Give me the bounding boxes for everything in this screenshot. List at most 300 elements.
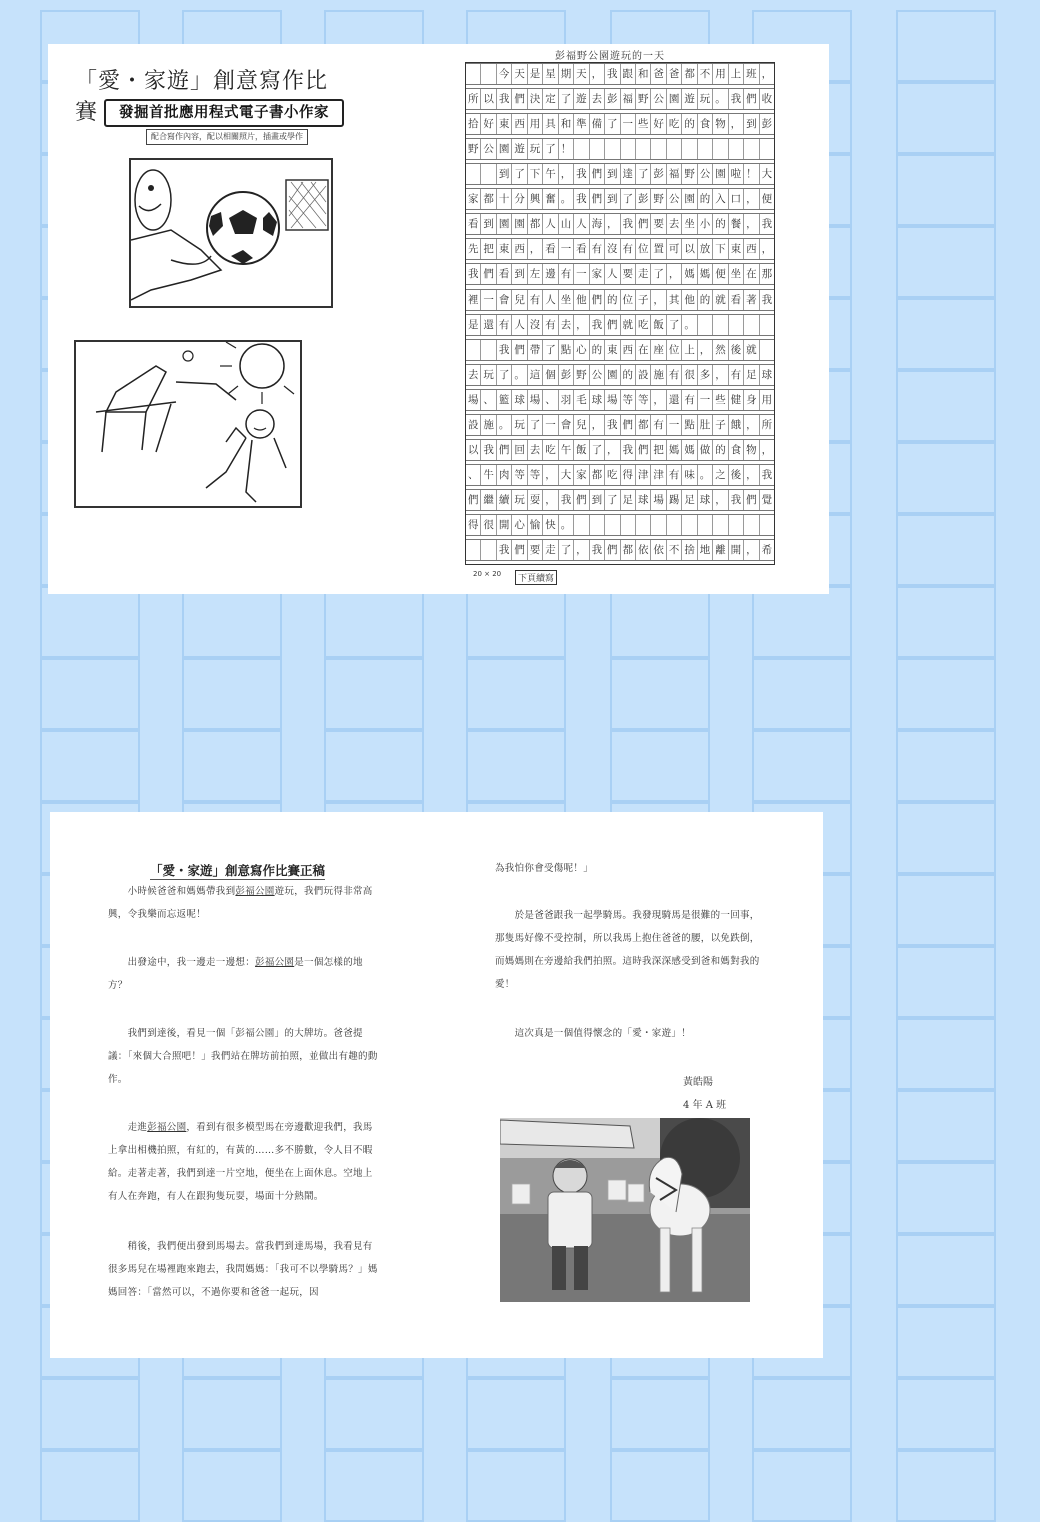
manuscript-cell: 以: [682, 239, 697, 259]
grid-cell: [896, 802, 996, 874]
contest-banner: 發掘首批應用程式電子書小作家: [104, 99, 344, 127]
essay-title: 「愛・家遊」創意寫作比賽正稿: [150, 863, 326, 878]
grid-cell: [896, 946, 996, 1018]
manuscript-cell: 我: [574, 189, 589, 209]
manuscript-cell: 等: [528, 465, 543, 485]
manuscript-cell: 不: [667, 540, 682, 560]
manuscript-cell: 沒: [528, 315, 543, 335]
manuscript-cell: 以: [466, 440, 481, 460]
grid-cell: [610, 658, 710, 730]
manuscript-cell: 玩: [512, 490, 527, 510]
manuscript-cell: 了: [605, 490, 620, 510]
manuscript-cell: 了: [559, 89, 574, 109]
manuscript-cell: 彭: [651, 164, 666, 184]
manuscript-cell: [466, 340, 481, 360]
manuscript-row: [466, 88, 774, 110]
essay-paragraph: 稍後，我們便出發到馬場去。當我們到達馬場，我看見有很多馬兒在場裡跑來跑去，我問媽媽：「我可不以學騎馬？」媽媽回答：「當然可以，不過你要和爸爸一起玩，因: [108, 1241, 378, 1298]
grid-cell: [752, 1450, 852, 1522]
manuscript-cell: 彭: [605, 89, 620, 109]
manuscript-cell: 到: [497, 164, 512, 184]
manuscript-cell: 還: [667, 390, 682, 410]
manuscript-cell: 開: [497, 515, 512, 535]
manuscript-cell: 著: [744, 290, 759, 310]
manuscript-cell: 園: [682, 189, 697, 209]
grid-cell: [466, 1378, 566, 1450]
manuscript-cell: [667, 515, 682, 535]
manuscript-cell: 、: [481, 390, 496, 410]
manuscript-cell: 有: [651, 415, 666, 435]
manuscript-cell: [466, 164, 481, 184]
manuscript-cell: 入: [713, 189, 728, 209]
manuscript-row: [466, 464, 774, 486]
manuscript-cell: 我: [497, 340, 512, 360]
grid-cell: [896, 874, 996, 946]
soccer-drawing: [129, 158, 333, 308]
author-name: 黃皓陽: [683, 1077, 713, 1088]
manuscript-cell: 健: [729, 390, 744, 410]
park-drawing: [74, 340, 302, 508]
manuscript-cell: 場: [528, 390, 543, 410]
manuscript-cell: 到: [590, 490, 605, 510]
manuscript-cell: 愉: [528, 515, 543, 535]
manuscript-cell: 媽: [698, 264, 713, 284]
grid-cell: [182, 1450, 282, 1522]
manuscript-cell: 了: [605, 114, 620, 134]
grid-cell: [324, 658, 424, 730]
essay-paragraph: 小時候爸爸和媽媽帶我到彭福公園遊玩，我們玩得非常高興，令我樂而忘返呢！: [108, 886, 373, 920]
manuscript-cell: 津: [651, 465, 666, 485]
manuscript-cell: 是: [466, 315, 481, 335]
manuscript-cell: 家: [466, 189, 481, 209]
manuscript-cell: 便: [761, 193, 773, 206]
manuscript-cell: 們: [574, 490, 589, 510]
manuscript-cell: 準: [574, 114, 589, 134]
manuscript-row: [466, 314, 774, 336]
grid-cell: [896, 154, 996, 226]
grid-cell: [896, 1450, 996, 1522]
manuscript-cell: 大: [761, 168, 773, 181]
manuscript-cell: 置: [651, 239, 666, 259]
manuscript-cell: ，: [651, 390, 666, 410]
manuscript-cell: 肉: [497, 465, 512, 485]
manuscript-cell: [651, 139, 666, 159]
grid-cell: [896, 1090, 996, 1162]
grid-cell: [896, 1162, 996, 1234]
manuscript-cell: 味: [682, 465, 697, 485]
manuscript-cell: 物: [744, 440, 759, 460]
manuscript-cell: [760, 315, 774, 335]
family-photo: [500, 1118, 750, 1302]
manuscript-cell: 的: [590, 340, 605, 360]
grid-cell: [466, 730, 566, 802]
manuscript-cell: 有: [497, 315, 512, 335]
manuscript-cell: 我: [590, 540, 605, 560]
manuscript-cell: [760, 340, 774, 360]
manuscript-cell: 場: [651, 490, 666, 510]
manuscript-cell: 得: [466, 515, 481, 535]
manuscript-cell: 物: [713, 114, 728, 134]
grid-cell: [896, 730, 996, 802]
manuscript-cell: 、: [543, 390, 558, 410]
manuscript-cell: [760, 139, 774, 159]
manuscript-cell: 我: [621, 214, 636, 234]
manuscript-cell: 足: [744, 365, 759, 385]
manuscript-cell: 公: [667, 189, 682, 209]
author-class: 4 年 A 班: [683, 1100, 727, 1111]
manuscript-cell: 一: [698, 390, 713, 410]
manuscript-cell: 們: [590, 290, 605, 310]
manuscript-cell: ，: [605, 440, 620, 460]
manuscript-cell: ，: [590, 64, 605, 84]
manuscript-cell: 等: [636, 390, 651, 410]
manuscript-cell: 奮: [543, 189, 558, 209]
manuscript-cell: [682, 515, 697, 535]
manuscript-cell: 們: [605, 315, 620, 335]
manuscript-cell: 定: [543, 89, 558, 109]
manuscript-cell: 達: [621, 164, 636, 184]
manuscript-cell: ，: [574, 540, 589, 560]
manuscript-cell: 有: [667, 365, 682, 385]
manuscript-cell: 星: [543, 64, 558, 84]
manuscript-cell: 牛: [481, 465, 496, 485]
manuscript-cell: [636, 139, 651, 159]
manuscript-cell: 園: [605, 365, 620, 385]
manuscript-cell: 山: [559, 214, 574, 234]
grid-cell: [40, 1450, 140, 1522]
manuscript-cell: 東: [605, 340, 620, 360]
manuscript-cell: 媽: [682, 264, 697, 284]
manuscript-cell: 人: [512, 315, 527, 335]
manuscript-cell: 的: [605, 290, 620, 310]
manuscript-cell: 後: [729, 465, 744, 485]
manuscript-cell: 他: [574, 290, 589, 310]
manuscript-cell: 們: [621, 415, 636, 435]
manuscript-cell: 捨: [682, 540, 697, 560]
manuscript-cell: 分: [512, 189, 527, 209]
manuscript-cell: ，: [744, 415, 759, 435]
manuscript-cell: 依: [636, 540, 651, 560]
manuscript-row: [466, 213, 774, 235]
manuscript-cell: [466, 64, 481, 84]
manuscript-cell: 肚: [698, 415, 713, 435]
manuscript-cell: 兒: [512, 290, 527, 310]
manuscript-cell: 個: [543, 365, 558, 385]
manuscript-cell: 之: [713, 465, 728, 485]
manuscript-cell: 們: [512, 340, 527, 360]
manuscript-cell: 點: [559, 340, 574, 360]
manuscript-cell: 人: [605, 264, 620, 284]
grid-column: [896, 0, 1000, 1471]
manuscript-cell: ，: [651, 290, 666, 310]
manuscript-cell: ，: [543, 490, 558, 510]
manuscript-cell: ，: [543, 465, 558, 485]
manuscript-cell: 看: [543, 239, 558, 259]
manuscript-row: [466, 289, 774, 311]
manuscript-cell: 東: [497, 114, 512, 134]
manuscript-cell: 的: [621, 365, 636, 385]
manuscript-cell: ，: [761, 68, 773, 80]
grid-cell: [752, 730, 852, 802]
manuscript-cell: 足: [682, 490, 697, 510]
manuscript-cell: 籃: [497, 390, 512, 410]
manuscript-cell: ，: [729, 114, 744, 134]
manuscript-cell: [682, 139, 697, 159]
manuscript-cell: [744, 139, 759, 159]
manuscript-cell: 啦: [729, 164, 744, 184]
manuscript-row: [466, 138, 774, 160]
manuscript-cell: [574, 515, 589, 535]
manuscript-cell: 我: [729, 490, 744, 510]
manuscript-cell: 有: [590, 239, 605, 259]
manuscript-cell: 野: [574, 365, 589, 385]
grid-cell: [752, 1378, 852, 1450]
manuscript-cell: 位: [621, 290, 636, 310]
manuscript-cell: ，: [667, 264, 682, 284]
manuscript-cell: 了: [543, 340, 558, 360]
manuscript-cell: 就: [744, 340, 759, 360]
manuscript-cell: 在: [636, 340, 651, 360]
manuscript-cell: 人: [543, 214, 558, 234]
manuscript-row: [466, 364, 774, 386]
manuscript-row: [466, 414, 774, 436]
manuscript-cell: 身: [744, 390, 759, 410]
manuscript-cell: 的: [682, 114, 697, 134]
manuscript-cell: 的: [713, 214, 728, 234]
manuscript-cell: [481, 540, 496, 560]
manuscript-cell: [621, 139, 636, 159]
manuscript-cell: 有: [559, 264, 574, 284]
manuscript-cell: 去: [667, 214, 682, 234]
manuscript-cell: 都: [636, 415, 651, 435]
manuscript-cell: 到: [481, 214, 496, 234]
manuscript-header: 彭福野公園遊玩的一天: [555, 51, 665, 62]
manuscript-cell: 了: [621, 189, 636, 209]
manuscript-cell: 我: [761, 293, 773, 306]
manuscript-cell: 彭: [636, 189, 651, 209]
manuscript-cell: [713, 515, 728, 535]
grid-cell: [182, 1378, 282, 1450]
manuscript-cell: 們: [590, 164, 605, 184]
manuscript-cell: 我: [481, 440, 496, 460]
manuscript-cell: 我: [605, 415, 620, 435]
manuscript-cell: 看: [466, 214, 481, 234]
manuscript-cell: 些: [636, 114, 651, 134]
manuscript-cell: 到: [605, 164, 620, 184]
manuscript-cell: 媽: [667, 440, 682, 460]
manuscript-cell: 有: [543, 315, 558, 335]
manuscript-cell: 就: [713, 290, 728, 310]
essay-paragraph: 出發途中，我一邊走一邊想：彭福公園是一個怎樣的地方？: [108, 957, 363, 991]
manuscript-cell: 兒: [574, 415, 589, 435]
manuscript-cell: 要: [528, 540, 543, 560]
grid-cell: [610, 1378, 710, 1450]
manuscript-cell: 爸: [667, 64, 682, 84]
manuscript-cell: 小: [698, 214, 713, 234]
manuscript-cell: 。: [559, 515, 574, 535]
manuscript-cell: 餓: [729, 415, 744, 435]
manuscript-cell: 上: [682, 340, 697, 360]
manuscript-cell: 了: [559, 540, 574, 560]
manuscript-cell: [698, 515, 713, 535]
manuscript-cell: 今: [497, 64, 512, 84]
manuscript-cell: 西: [621, 340, 636, 360]
manuscript-cell: 坐: [682, 214, 697, 234]
manuscript-cell: 一: [481, 290, 496, 310]
manuscript-cell: 媽: [682, 440, 697, 460]
manuscript-cell: [729, 315, 744, 335]
manuscript-cell: 西: [512, 239, 527, 259]
manuscript-cell: 玩: [512, 415, 527, 435]
manuscript-row: [466, 163, 774, 185]
manuscript-cell: 上: [729, 64, 744, 84]
manuscript-cell: [713, 139, 728, 159]
manuscript-cell: 們: [481, 264, 496, 284]
manuscript-cell: 用: [528, 114, 543, 134]
grid-cell: [324, 1450, 424, 1522]
manuscript-cell: ，: [761, 443, 773, 456]
manuscript-cell: 地: [698, 540, 713, 560]
manuscript-cell: 球: [698, 490, 713, 510]
manuscript-cell: 。: [682, 315, 697, 335]
manuscript-cell: 了: [636, 164, 651, 184]
manuscript-cell: 希: [761, 544, 773, 557]
manuscript-cell: [481, 64, 496, 84]
manuscript-cell: 子: [636, 290, 651, 310]
manuscript-cell: 然: [713, 340, 728, 360]
manuscript-cell: 的: [698, 290, 713, 310]
manuscript-cell: 一: [621, 114, 636, 134]
manuscript-cell: 園: [713, 164, 728, 184]
manuscript-cell: 、: [466, 465, 481, 485]
manuscript-row: [466, 339, 774, 361]
manuscript-cell: 位: [667, 340, 682, 360]
manuscript-cell: 走: [636, 264, 651, 284]
manuscript-cell: 。: [698, 465, 713, 485]
manuscript-cell: 很: [481, 515, 496, 535]
manuscript-cell: 都: [528, 214, 543, 234]
manuscript-cell: 踢: [667, 490, 682, 510]
manuscript-cell: 心: [574, 340, 589, 360]
manuscript-cell: ，: [528, 239, 543, 259]
manuscript-cell: 坐: [559, 290, 574, 310]
manuscript-cell: 公: [651, 89, 666, 109]
manuscript-cell: 他: [682, 290, 697, 310]
grid-cell: [896, 370, 996, 442]
manuscript-cell: 彭: [559, 365, 574, 385]
manuscript-cell: [651, 515, 666, 535]
manuscript-cell: [605, 139, 620, 159]
manuscript-cell: 們: [636, 440, 651, 460]
manuscript-cell: 把: [651, 440, 666, 460]
manuscript-cell: 天: [574, 64, 589, 84]
grid-cell: [466, 586, 566, 658]
manuscript-cell: 會: [497, 290, 512, 310]
manuscript-cell: 球: [761, 368, 773, 381]
manuscript-cell: 依: [651, 540, 666, 560]
grid-cell: [896, 442, 996, 514]
manuscript-row: [466, 514, 774, 536]
grid-cell: [466, 1450, 566, 1522]
manuscript-cell: 會: [559, 415, 574, 435]
grid-cell: [752, 658, 852, 730]
manuscript-cell: 施: [651, 365, 666, 385]
grid-cell: [466, 658, 566, 730]
grid-cell: [896, 514, 996, 586]
grid-cell: [182, 730, 282, 802]
manuscript-cell: 飯: [574, 440, 589, 460]
manuscript-cell: 快: [543, 515, 558, 535]
manuscript-row: [466, 63, 774, 85]
manuscript-cell: 可: [667, 239, 682, 259]
manuscript-cell: ！: [559, 139, 574, 159]
manuscript-cell: 等: [512, 465, 527, 485]
manuscript-cell: 都: [682, 64, 697, 84]
manuscript-cell: 都: [621, 540, 636, 560]
essay-paragraph: 為我怕你會受傷呢！」: [495, 863, 594, 874]
grid-cell: [896, 1018, 996, 1090]
manuscript-cell: 覺: [761, 494, 773, 507]
manuscript-cell: 園: [497, 139, 512, 159]
grid-cell: [40, 586, 140, 658]
manuscript-cell: [729, 515, 744, 535]
manuscript-cell: 回: [512, 440, 527, 460]
manuscript-cell: 施: [481, 415, 496, 435]
manuscript-cell: 一: [543, 415, 558, 435]
manuscript-cell: [698, 139, 713, 159]
manuscript-cell: 了: [512, 164, 527, 184]
manuscript-cell: ，: [605, 214, 620, 234]
manuscript-cell: 便: [713, 264, 728, 284]
manuscript-cell: 座: [651, 340, 666, 360]
manuscript-cell: 續: [497, 490, 512, 510]
manuscript-cell: 很: [682, 365, 697, 385]
manuscript-row: [466, 389, 774, 411]
manuscript-cell: 就: [621, 315, 636, 335]
manuscript-cell: 去: [590, 89, 605, 109]
manuscript-cell: 們: [466, 490, 481, 510]
manuscript-cell: 心: [512, 515, 527, 535]
grid-cell: [40, 1378, 140, 1450]
manuscript-cell: 有: [667, 465, 682, 485]
manuscript-cell: 坐: [729, 264, 744, 284]
manuscript-cell: 了: [651, 264, 666, 284]
manuscript-cell: [621, 515, 636, 535]
essay-paragraph: 於是爸爸跟我一起學騎馬。我發現騎馬是很難的一回事，那隻馬好像不受控制，所以我馬上抱住爸爸的腰，以免跌倒，而媽媽則在旁邊給我們拍照。這時我深深感受到爸和媽對我的愛！: [495, 910, 760, 990]
manuscript-cell: 了: [528, 415, 543, 435]
manuscript-cell: 開: [729, 540, 744, 560]
manuscript-cell: 邊: [543, 264, 558, 284]
manuscript-cell: 場: [466, 390, 481, 410]
manuscript-cell: 有: [682, 390, 697, 410]
manuscript-cell: 們: [605, 540, 620, 560]
manuscript-cell: [744, 515, 759, 535]
manuscript-cell: 得: [621, 465, 636, 485]
manuscript-cell: 裡: [466, 290, 481, 310]
manuscript-cell: 了: [497, 365, 512, 385]
manuscript-cell: 們: [512, 89, 527, 109]
manuscript-cell: 園: [497, 214, 512, 234]
grid-cell: [896, 10, 996, 82]
manuscript-cell: 午: [559, 440, 574, 460]
manuscript-cell: 這: [528, 365, 543, 385]
manuscript-cell: [760, 515, 774, 535]
manuscript-cell: 點: [682, 415, 697, 435]
manuscript-cell: 們: [636, 214, 651, 234]
manuscript-cell: 去: [528, 440, 543, 460]
manuscript-cell: 有: [528, 290, 543, 310]
manuscript-row: [466, 539, 774, 561]
manuscript-cell: 要: [621, 264, 636, 284]
